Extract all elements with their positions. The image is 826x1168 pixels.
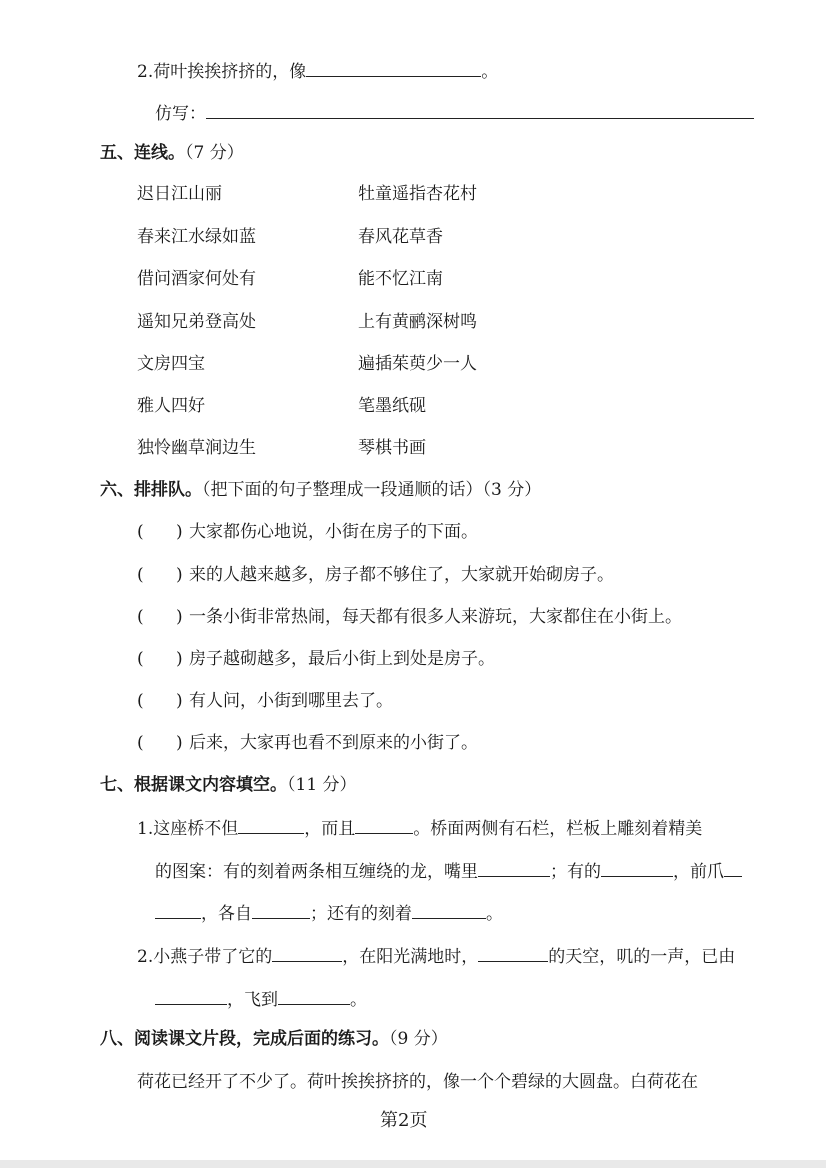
q7-1-text: ；有的: [550, 862, 601, 882]
answer-blank[interactable]: [412, 900, 486, 919]
match-right-item[interactable]: 笔墨纸砚: [358, 396, 426, 416]
order-item: [137, 647, 495, 671]
q7-1-text: ，各自: [201, 904, 252, 924]
match-left-item[interactable]: 借问酒家何处有: [137, 269, 256, 289]
question-4-2-suffix: 。: [481, 62, 499, 82]
match-right-item[interactable]: 上有黄鹂深树鸣: [358, 312, 477, 332]
answer-blank[interactable]: [724, 858, 742, 877]
order-text: 一条小街非常热闹，每天都有很多人来游玩，大家都住在小街上。: [189, 607, 682, 627]
section-8-heading: [100, 1027, 448, 1051]
q7-1-text: ，前爪: [673, 862, 724, 882]
section-8-points: （9 分）: [389, 1029, 448, 1049]
order-item: [137, 689, 393, 713]
match-right-item[interactable]: 琴棋书画: [358, 438, 426, 458]
q7-1-text: 的图案：有的刻着两条相互缠绕的龙，嘴里: [155, 862, 478, 882]
answer-blank[interactable]: [601, 858, 673, 877]
q7-2-text: 的天空，叽的一声，已由: [548, 947, 736, 967]
order-paren[interactable]: ( ): [137, 691, 183, 711]
match-left-item[interactable]: 文房四宝: [137, 354, 205, 374]
q7-2-text: 2.小燕子带了它的: [137, 947, 273, 967]
q7-1-text: ；还有的刻着: [310, 904, 412, 924]
match-right-item[interactable]: 遍插茱萸少一人: [358, 354, 477, 374]
question-7-1-line-3: [155, 900, 503, 926]
q7-2-text: 。: [350, 990, 367, 1010]
answer-blank[interactable]: [355, 815, 413, 834]
imitate-blank[interactable]: [206, 100, 754, 119]
q7-1-text: 1.这座桥不但: [137, 819, 239, 839]
question-4-2: [137, 58, 498, 84]
question-7-2-line-2: [155, 986, 367, 1012]
q7-1-text: 。桥面两侧有石栏，栏板上雕刻着精美: [413, 819, 703, 839]
question-7-1-line-2: [155, 858, 742, 884]
order-text: 有人问，小街到哪里去了。: [189, 691, 393, 711]
order-text: 来的人越来越多，房子都不够住了，大家就开始砌房子。: [189, 565, 614, 585]
q7-2-text: ，飞到: [227, 990, 278, 1010]
section-5-points: （7 分）: [185, 143, 244, 163]
section-8-title: 八、阅读课文片段，完成后面的练习。: [100, 1029, 389, 1049]
question-7-1-line-1: [137, 815, 702, 841]
section-7-heading: [100, 773, 357, 797]
q7-2-text: ，在阳光满地时，: [342, 947, 479, 967]
match-left-item[interactable]: 遥知兄弟登高处: [137, 312, 256, 332]
answer-blank[interactable]: [278, 986, 350, 1005]
answer-blank[interactable]: [252, 900, 310, 919]
section-6-title: 六、排排队。: [100, 480, 202, 500]
question-4-2-prefix: 2.荷叶挨挨挤挤的，像: [137, 62, 307, 82]
order-text: 房子越砌越多，最后小街上到处是房子。: [189, 649, 495, 669]
match-left-item[interactable]: 独怜幽草涧边生: [137, 438, 256, 458]
match-right-item[interactable]: 牡童遥指杏花村: [358, 184, 477, 204]
answer-blank[interactable]: [306, 58, 481, 77]
answer-blank[interactable]: [478, 858, 550, 877]
answer-blank[interactable]: [478, 943, 548, 962]
order-paren[interactable]: ( ): [137, 607, 183, 627]
section-5-title: 五、连线。: [100, 143, 185, 163]
order-item: [137, 563, 614, 587]
order-paren[interactable]: ( ): [137, 565, 183, 585]
answer-blank[interactable]: [272, 943, 342, 962]
match-left-item[interactable]: 春来江水绿如蓝: [137, 227, 256, 247]
match-right-item[interactable]: 春风花草香: [358, 227, 443, 247]
section-7-title: 七、根据课文内容填空。: [100, 775, 287, 795]
imitate-label: 仿写：: [155, 104, 206, 124]
order-paren[interactable]: ( ): [137, 733, 183, 753]
answer-blank[interactable]: [155, 900, 201, 919]
order-text: 大家都伤心地说，小街在房子的下面。: [189, 522, 478, 542]
order-item: [137, 605, 682, 629]
section-6-heading: [100, 478, 541, 502]
imitate-row: [155, 100, 754, 126]
q7-1-text: 。: [486, 904, 503, 924]
section-7-points: （11 分）: [287, 775, 357, 795]
order-item: [137, 731, 478, 755]
order-item: [137, 520, 478, 544]
section-5-heading: [100, 141, 244, 165]
question-7-2-line-1: [137, 943, 735, 969]
page-bottom-band: [0, 1160, 826, 1168]
q7-1-text: ，而且: [304, 819, 356, 839]
match-right-item[interactable]: 能不忆江南: [358, 269, 443, 289]
order-text: 后来，大家再也看不到原来的小街了。: [189, 733, 478, 753]
match-left-item[interactable]: 雅人四好: [137, 396, 205, 416]
page-number: 第2页: [380, 1110, 428, 1131]
answer-blank[interactable]: [155, 986, 227, 1005]
order-paren[interactable]: ( ): [137, 522, 183, 542]
section-6-points: （把下面的句子整理成一段通顺的话）（3 分）: [202, 480, 542, 500]
match-left-item[interactable]: 迟日江山丽: [137, 184, 222, 204]
answer-blank[interactable]: [238, 815, 304, 834]
reading-passage: 荷花已经开了不少了。荷叶挨挨挤挤的，像一个个碧绿的大圆盘。白荷花在: [137, 1072, 698, 1092]
order-paren[interactable]: ( ): [137, 649, 183, 669]
